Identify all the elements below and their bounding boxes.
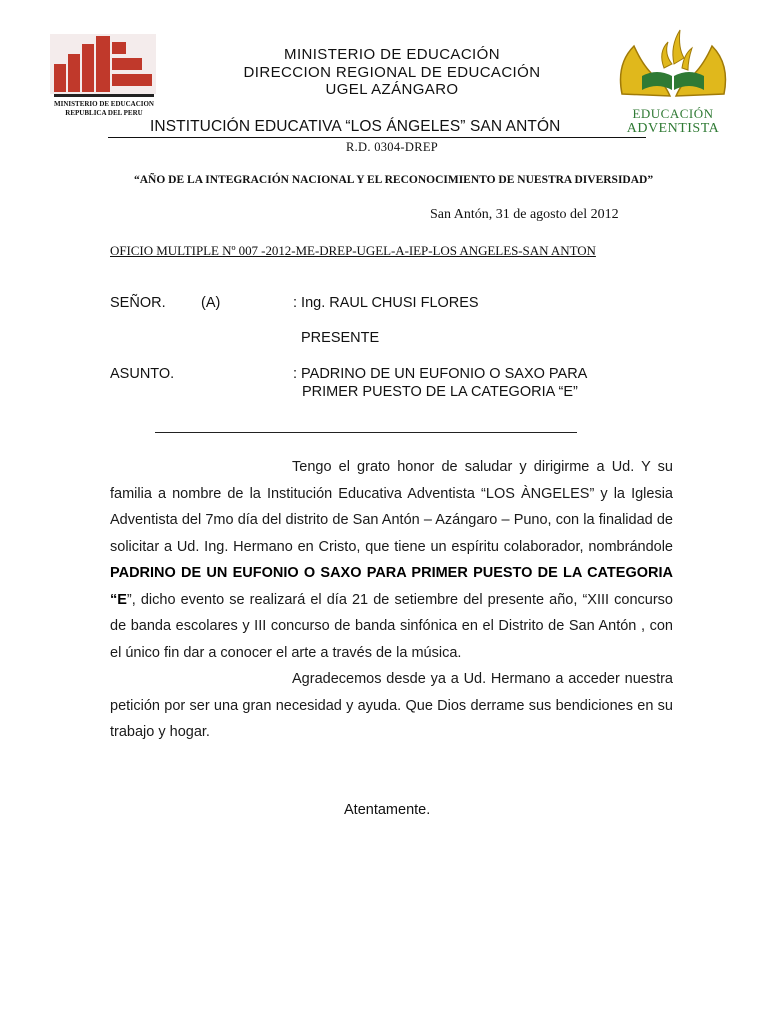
year-motto: “AÑO DE LA INTEGRACIÓN NACIONAL Y EL RECONOCIMIENTO DE NUESTRA DIVERSIDAD” bbox=[134, 174, 654, 186]
body-paragraph-1-text-b: ”, dicho evento se realizará el día 21 de setiembre del presente año, “XIII concurso de banda escolares y III concurso de banda sinfónica en el Distrito de San Antón , con el único fin dar a conocer el arte a través de la música. bbox=[110, 591, 673, 661]
subject-line-2: PRIMER PUESTO DE LA CATEGORIA “E” bbox=[302, 384, 578, 400]
body-paragraph-2: Agradecemos desde ya a Ud. Hermano a acceder nuestra petición por ser una gran necesidad y ayuda. Que Dios derrame sus bendiciones en su trabajo y hogar. bbox=[110, 671, 673, 740]
letter-body bbox=[110, 454, 673, 746]
addressee-name: : Ing. RAUL CHUSI FLORES bbox=[293, 295, 479, 311]
ministry-logo-line2: REPUBLICA DEL PERU bbox=[65, 109, 143, 117]
oficio-reference: OFICIO MULTIPLE Nº 007 -2012-ME-DREP-UGEL-A-IEP-LOS ANGELES-SAN ANTON bbox=[110, 243, 596, 258]
header-divider bbox=[108, 137, 646, 138]
letterhead bbox=[200, 46, 584, 99]
subject-label: ASUNTO. bbox=[110, 366, 175, 382]
body-paragraph-1-bold: PADRINO DE UN EUFONIO O SAXO PARA PRIMER PUESTO DE LA CATEGORIA “E bbox=[110, 565, 673, 608]
addressee-label: SEÑOR. bbox=[110, 295, 166, 311]
resolution-number: R.D. 0304-DREP bbox=[345, 140, 439, 154]
letter-date: San Antón, 31 de agosto del 2012 bbox=[430, 207, 619, 222]
ministry-title: MINISTERIO DE EDUCACIÓN bbox=[284, 46, 500, 63]
adventist-logo bbox=[612, 24, 734, 140]
adventist-logo-line2: ADVENTISTA bbox=[626, 121, 720, 136]
regional-direction-title: DIRECCION REGIONAL DE EDUCACIÓN bbox=[243, 63, 541, 81]
subject-line-1: : PADRINO DE UN EUFONIO O SAXO PARA bbox=[293, 366, 588, 382]
institution-title: INSTITUCIÓN EDUCATIVA “LOS ÁNGELES” SAN ANTÓN bbox=[150, 118, 561, 135]
ugel-title: UGEL AZÁNGARO bbox=[325, 81, 459, 98]
body-paragraph-1 bbox=[110, 454, 673, 666]
adventist-emblem-icon bbox=[612, 24, 734, 104]
presente-text: PRESENTE bbox=[301, 330, 380, 346]
body-paragraph-1-text-a: Tengo el grato honor de saludar y dirigirme a Ud. Y su familia a nombre de la Institución Educativa Adventista “LOS ÀNGELES” y la Iglesia Adventista del 7mo día del distrito de San Antón – Azángaro – Puno, con la finalidad de solicitar a Ud. Ing. Hermano en Cristo, que tiene un espíritu colaborador, nombrándole bbox=[110, 459, 673, 555]
addressee-label-suffix: (A) bbox=[201, 295, 221, 311]
adventist-logo-line1: EDUCACIÓN bbox=[632, 106, 714, 121]
ministry-logo-line1: MINISTERIO DE EDUCACION bbox=[54, 100, 154, 108]
closing-text: Atentamente. bbox=[344, 802, 431, 818]
separator-line bbox=[155, 432, 577, 433]
ministry-logo bbox=[48, 34, 160, 126]
